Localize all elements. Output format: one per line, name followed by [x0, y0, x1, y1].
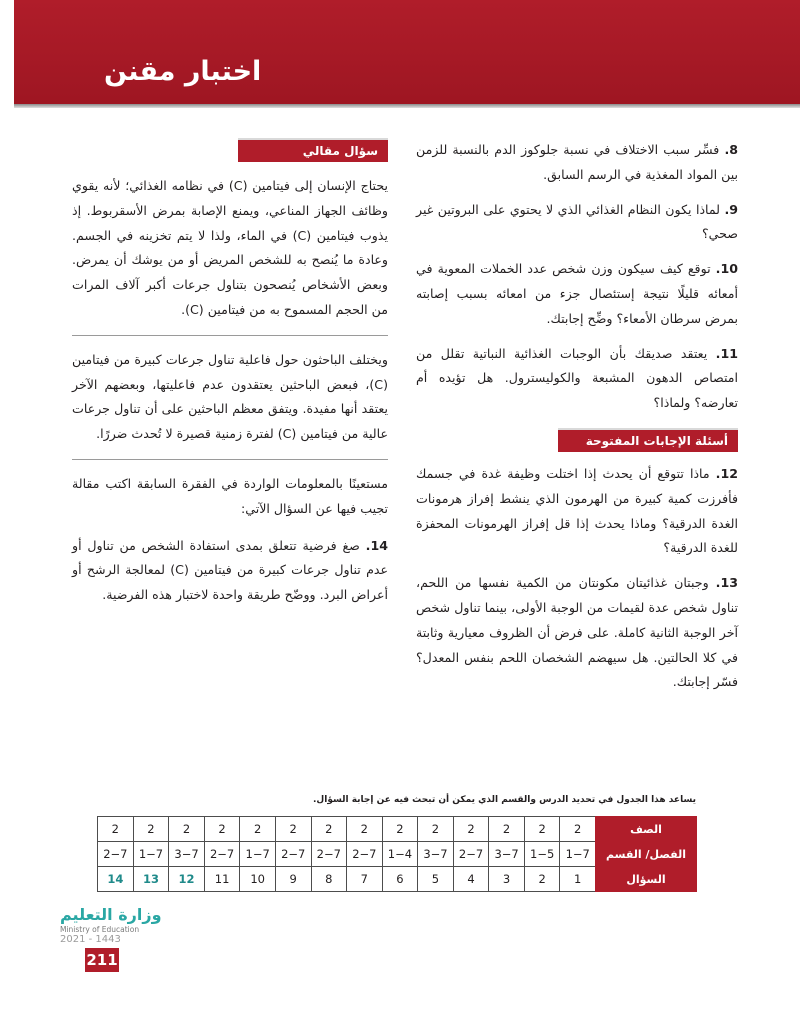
table-row-section	[98, 842, 697, 867]
table-cell: 2	[240, 817, 276, 842]
table-cell: 2−7	[98, 842, 134, 867]
table-cell: 7	[347, 867, 383, 892]
table-cell: 2	[275, 817, 311, 842]
essay-tag-wrap	[72, 138, 388, 164]
open-questions-tag: أسئلة الإجابات المفتوحة	[558, 428, 738, 452]
table-cell: 3	[489, 867, 525, 892]
table-cell: 2	[169, 817, 205, 842]
table-cell: 1−7	[133, 842, 169, 867]
question-13	[416, 571, 738, 695]
question-number: 8.	[724, 142, 738, 157]
table-cell: 3−7	[489, 842, 525, 867]
page-title: اختبار مقنن	[104, 56, 262, 87]
table-cell: 12	[169, 867, 205, 892]
edition-year: 2021 - 1443	[60, 934, 121, 945]
table-cell: 5	[418, 867, 454, 892]
table-cell: 1−7	[240, 842, 276, 867]
table-cell: 2	[133, 817, 169, 842]
row-header-grade: الصف	[596, 817, 697, 842]
table-cell: 1−5	[524, 842, 560, 867]
table-cell: 2−7	[347, 842, 383, 867]
table-cell: 2	[311, 817, 347, 842]
table-cell: 9	[275, 867, 311, 892]
question-number: 13.	[715, 575, 738, 591]
question-text: توقع كيف سيكون وزن شخص عدد الخملات المعوية في أمعائه قليلًا نتيجة إستئصال جزء من امعائه بسبب إصابته بمرض سرطان الأمعاء؟ وضِّح إجابتك.	[416, 261, 738, 326]
table-cell: 2	[560, 817, 596, 842]
table-cell: 2−7	[204, 842, 240, 867]
table-cell: 2	[347, 817, 383, 842]
table-cell: 1−7	[560, 842, 596, 867]
question-12	[416, 462, 738, 561]
question-text: فسِّر سبب الاختلاف في نسبة جلوكوز الدم بالنسبة للزمن بين المواد المغذية في الرسم السابق.	[416, 142, 738, 182]
question-11	[416, 342, 738, 416]
table-cell: 10	[240, 867, 276, 892]
table-cell: 1	[560, 867, 596, 892]
divider	[72, 459, 388, 460]
essay-question-tag: سؤال مقالي	[238, 138, 388, 162]
question-8	[416, 138, 738, 188]
table-cell: 2	[98, 817, 134, 842]
table-cell: 3−7	[169, 842, 205, 867]
table-cell: 2	[418, 817, 454, 842]
essay-paragraph-2: ويختلف الباحثون حول فاعلية تناول جرعات كبيرة من فيتامين (C)، فبعض الباحثين يعتقدون عدم فاعليتها، وبعضهم الآخر يعتقد أنها مفيدة. ويتفق معظم الباحثين على أن تناول جرعات عالية من فيتامين (C) لفترة زمنية قصيرة لا تُحدث ضررًا.	[72, 351, 388, 442]
table-cell: 3−7	[418, 842, 454, 867]
table-cell: 2	[524, 867, 560, 892]
table-cell: 2	[524, 817, 560, 842]
ministry-logo	[60, 905, 170, 945]
table-cell: 1−4	[382, 842, 418, 867]
table-cell: 2	[453, 817, 489, 842]
essay-instruction: مستعينًا بالمعلومات الواردة في الفقرة السابقة اكتب مقالة تجيب فيها عن السؤال الآتي:	[72, 475, 388, 516]
table-cell: 14	[98, 867, 134, 892]
question-number: 9.	[724, 201, 738, 217]
table-cell: 2	[382, 817, 418, 842]
row-header-question: السؤال	[596, 867, 697, 892]
question-text: وجبتان غذائيتان مكونتان من الكمية نفسها من اللحم، تناول شخص عدة لقيمات من الوجبة الأولى، بينما تناول شخص آخر الوجبة الثانية كاملة. على فرض أن الظروف معيارية وثابتة في كلا الحالتين. هل سيهضم الشخصان اللحم بنفس المعدل؟ فسّر إجابتك.	[416, 575, 738, 690]
question-10	[416, 257, 738, 331]
right-column	[416, 138, 738, 705]
question-number: 10.	[715, 261, 738, 277]
question-text: صغ فرضية تتعلق بمدى استفادة الشخص من تناول أو عدم تناول جرعات كبيرة من فيتامين (C) لمعالجة الرشح أو أعراض البرد. ووضّح طريقة واحدة لاختبار هذه الفرضية.	[72, 537, 388, 603]
left-column	[72, 138, 388, 618]
reference-table	[97, 816, 697, 892]
table-cell: 13	[133, 867, 169, 892]
row-header-section: الفصل/ القسم	[596, 842, 697, 867]
table-cell: 2	[204, 817, 240, 842]
table-cell: 2−7	[453, 842, 489, 867]
table-cell: 2−7	[275, 842, 311, 867]
question-text: لماذا يكون النظام الغذائي الذي لا يحتوي على البروتين غير صحي؟	[416, 201, 738, 242]
question-text: يعتقد صديقك بأن الوجبات الغذائية النباتية تقلل من امتصاص الدهون المشبعة والكوليسترول. هل تؤيده أم تعارضه؟ ولماذا؟	[416, 345, 738, 411]
question-14	[72, 534, 388, 608]
table-cell: 2	[489, 817, 525, 842]
question-text: ماذا تتوقع أن يحدث إذا اختلت وظيفة غدة في جسمك فأفرزت كمية كبيرة من الهرمون الذي ينشط إفراز هرمونات الغدة الدرقية؟ وماذا يحدث إذا قل إفراز الهرمونات المحفزة للغدة الدرقية؟	[416, 465, 738, 556]
ministry-name-english: Ministry of Education	[60, 925, 140, 934]
table-cell: 4	[453, 867, 489, 892]
question-9	[416, 198, 738, 248]
question-number: 11.	[715, 345, 738, 361]
header-shadow	[14, 104, 800, 108]
table-cell: 2−7	[311, 842, 347, 867]
page-number: 211	[85, 948, 119, 972]
table-cell: 8	[311, 867, 347, 892]
table-caption: يساعد هذا الجدول في تحديد الدرس والقسم الذي يمكن أن تبحث فيه عن إجابة السؤال.	[313, 795, 696, 805]
question-number: 14.	[365, 537, 388, 553]
open-questions-tag-wrap	[416, 426, 738, 452]
divider	[72, 335, 388, 336]
table-cell: 11	[204, 867, 240, 892]
ministry-name-arabic: وزارة التعليم	[60, 905, 162, 924]
table-cell: 6	[382, 867, 418, 892]
table-row-question	[98, 867, 697, 892]
question-number: 12.	[715, 465, 738, 481]
essay-paragraph-1: يحتاج الإنسان إلى فيتامين (C) في نظامه الغذائي؛ لأنه يقوي وظائف الجهاز المناعي، ويمنع الإصابة بمرض الأسقربوط. إذ يذوب فيتامين (C) في الماء، ولذا لا يتم تخزينه في الجسم. وعادة ما يُنصح به للشخص المريض أو من يوشك أن يمرض. وبعض الأشخاص يُنصحون بتناول جرعات أكبر آلاف المرات من الحجم المسموح به من فيتامين (C).	[72, 178, 388, 317]
table-row-grade	[98, 817, 697, 842]
